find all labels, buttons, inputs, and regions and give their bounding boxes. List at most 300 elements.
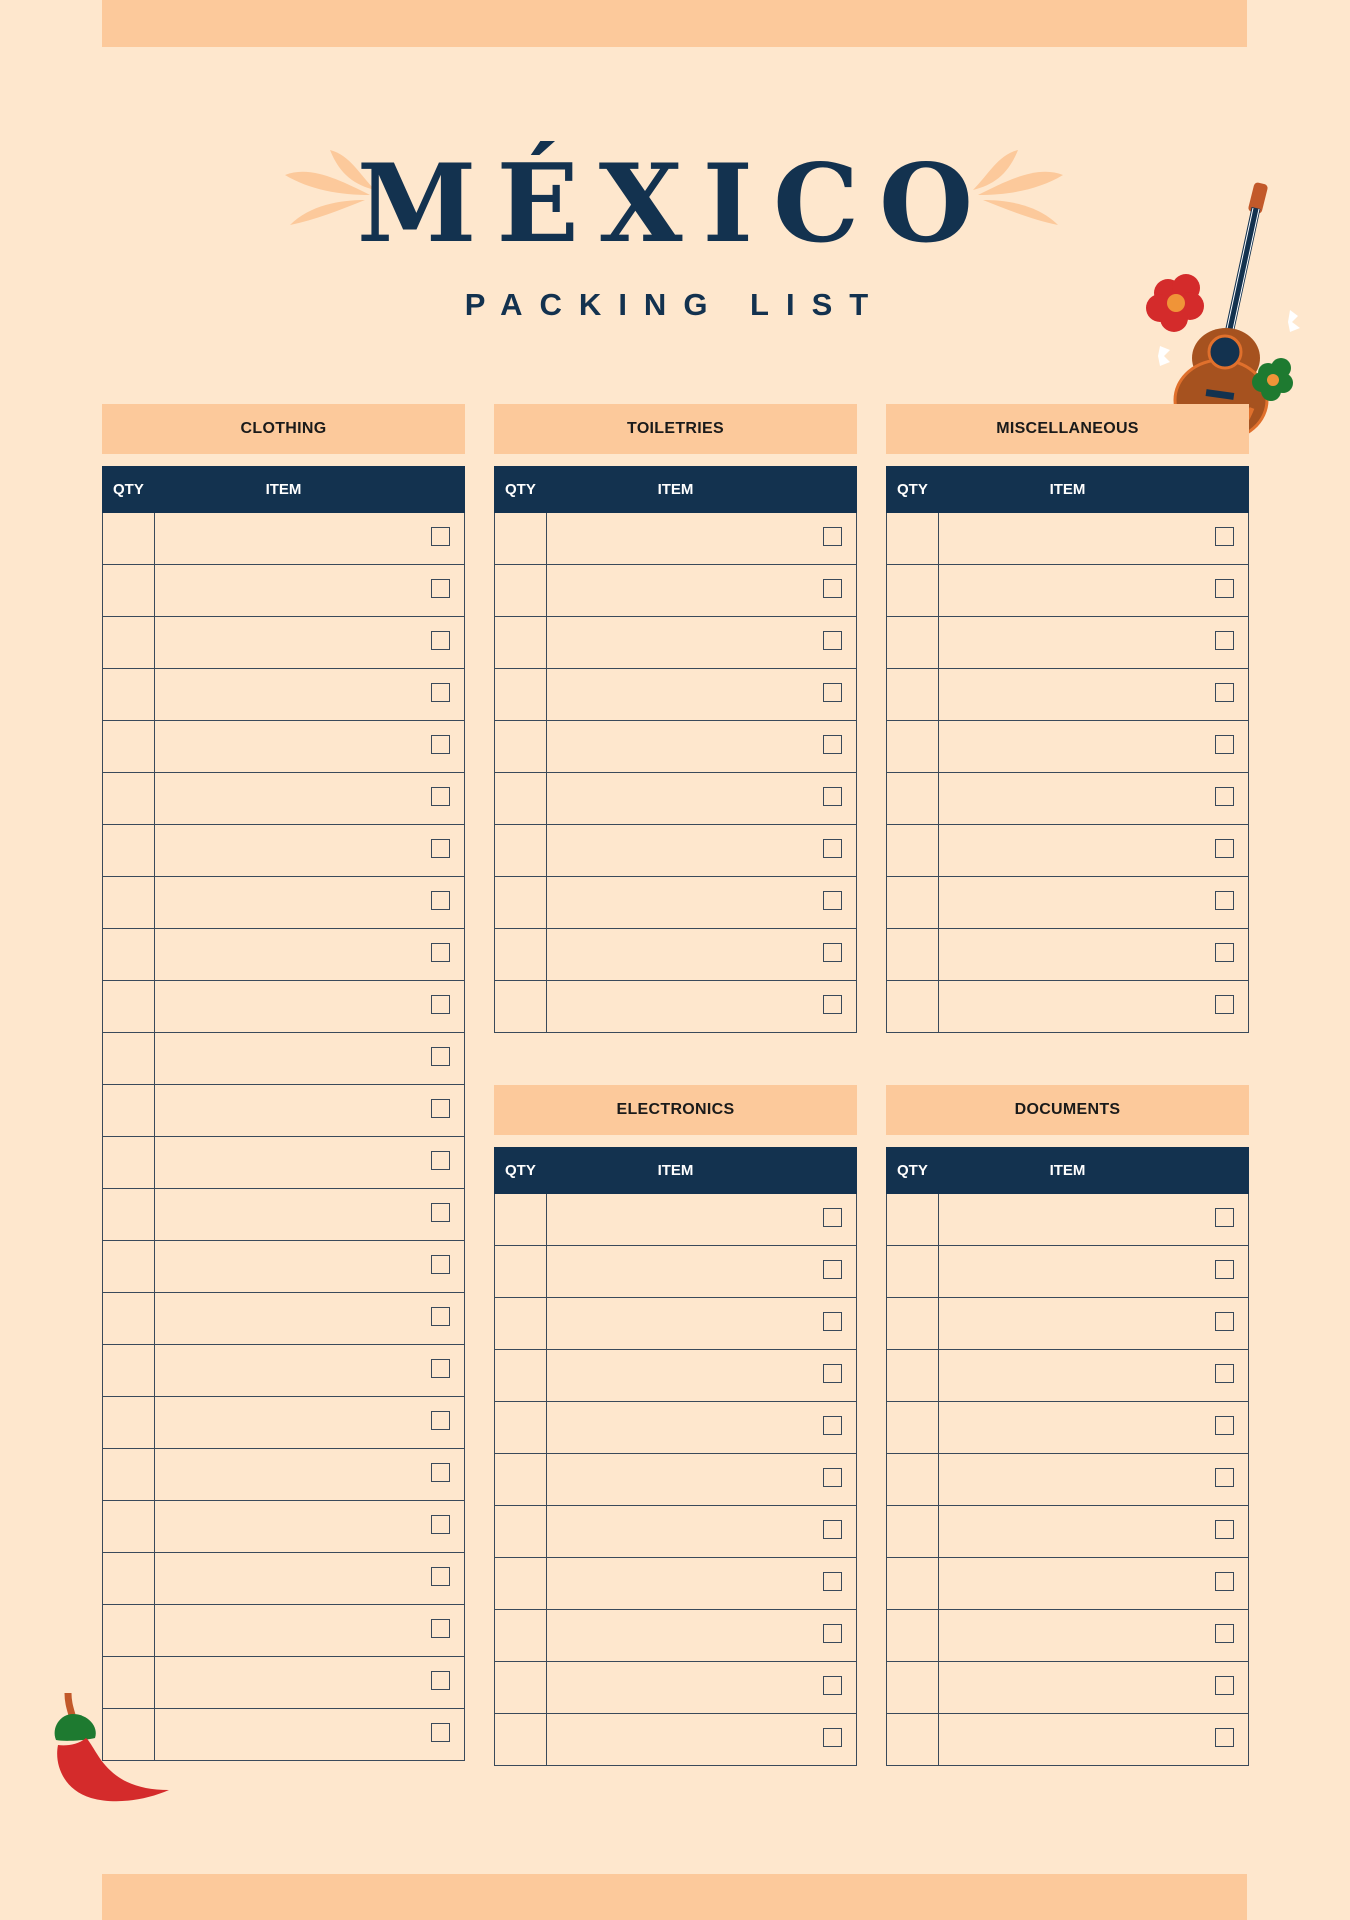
column-header (886, 466, 1249, 513)
item-cell[interactable] (547, 1350, 856, 1401)
qty-cell[interactable] (103, 617, 155, 668)
checkbox[interactable] (1215, 1416, 1234, 1435)
qty-cell[interactable] (103, 1033, 155, 1084)
item-cell[interactable] (155, 825, 464, 876)
checkbox[interactable] (431, 1359, 450, 1378)
item-cell[interactable] (155, 929, 464, 980)
item-cell[interactable] (939, 1454, 1248, 1505)
item-column-header: ITEM (265, 481, 302, 498)
list-row (495, 1246, 856, 1298)
qty-cell[interactable] (887, 1610, 939, 1661)
checkbox[interactable] (431, 1619, 450, 1638)
list-row (495, 721, 856, 773)
guitar-icon (1128, 178, 1308, 438)
item-cell[interactable] (155, 1605, 464, 1656)
qty-cell[interactable] (495, 1454, 547, 1505)
item-cell[interactable] (939, 825, 1248, 876)
item-cell[interactable] (547, 1298, 856, 1349)
qty-cell[interactable] (103, 1657, 155, 1708)
qty-cell[interactable] (887, 1298, 939, 1349)
qty-cell[interactable] (103, 669, 155, 720)
item-cell[interactable] (155, 1553, 464, 1604)
checkbox[interactable] (823, 1364, 842, 1383)
list-row (103, 1553, 464, 1605)
section-documents (886, 1085, 1249, 1766)
item-cell[interactable] (155, 1501, 464, 1552)
item-cell[interactable] (939, 929, 1248, 980)
item-cell[interactable] (547, 1558, 856, 1609)
item-column-header: ITEM (1049, 481, 1086, 498)
item-cell[interactable] (939, 1298, 1248, 1349)
checkbox[interactable] (1215, 1624, 1234, 1643)
bottom-band (102, 1874, 1247, 1920)
item-cell[interactable] (155, 1293, 464, 1344)
list-row (887, 1610, 1248, 1662)
qty-cell[interactable] (495, 1298, 547, 1349)
item-cell[interactable] (155, 1085, 464, 1136)
checkbox[interactable] (1215, 1208, 1234, 1227)
list-row (887, 1506, 1248, 1558)
list-row (887, 617, 1248, 669)
checkbox[interactable] (431, 943, 450, 962)
item-cell[interactable] (939, 669, 1248, 720)
qty-cell[interactable] (887, 773, 939, 824)
qty-cell[interactable] (887, 1246, 939, 1297)
checkbox[interactable] (823, 735, 842, 754)
qty-cell[interactable] (887, 877, 939, 928)
list-row (103, 929, 464, 981)
checkbox[interactable] (1215, 579, 1234, 598)
qty-cell[interactable] (887, 825, 939, 876)
checkbox[interactable] (823, 631, 842, 650)
item-cell[interactable] (939, 981, 1248, 1032)
checkbox[interactable] (431, 787, 450, 806)
item-cell[interactable] (155, 1137, 464, 1188)
item-cell[interactable] (155, 981, 464, 1032)
checkbox[interactable] (823, 1728, 842, 1747)
item-cell[interactable] (155, 513, 464, 564)
qty-cell[interactable] (887, 981, 939, 1032)
list-row (495, 1558, 856, 1610)
qty-cell[interactable] (495, 513, 547, 564)
checkbox[interactable] (1215, 891, 1234, 910)
list-row (495, 1350, 856, 1402)
item-cell[interactable] (939, 565, 1248, 616)
checkbox[interactable] (1215, 995, 1234, 1014)
checkbox[interactable] (1215, 1312, 1234, 1331)
item-list (886, 1194, 1249, 1766)
list-row (495, 1610, 856, 1662)
item-cell[interactable] (547, 1194, 856, 1245)
list-row (103, 1189, 464, 1241)
item-cell[interactable] (155, 617, 464, 668)
item-cell[interactable] (155, 669, 464, 720)
list-row (103, 1345, 464, 1397)
list-row (887, 1402, 1248, 1454)
item-cell[interactable] (939, 1610, 1248, 1661)
checkbox[interactable] (431, 1255, 450, 1274)
list-row (103, 1033, 464, 1085)
checkbox[interactable] (431, 1411, 450, 1430)
item-cell[interactable] (155, 1449, 464, 1500)
list-row (495, 981, 856, 1033)
qty-cell[interactable] (103, 1345, 155, 1396)
qty-cell[interactable] (495, 721, 547, 772)
list-row (103, 669, 464, 721)
qty-cell[interactable] (495, 1558, 547, 1609)
qty-cell[interactable] (495, 1610, 547, 1661)
list-row (495, 1506, 856, 1558)
checkbox[interactable] (823, 1676, 842, 1695)
list-row (495, 1714, 856, 1766)
qty-cell[interactable] (103, 877, 155, 928)
qty-cell[interactable] (103, 981, 155, 1032)
list-row (495, 1662, 856, 1714)
section-title: ELECTRONICS (494, 1085, 857, 1135)
qty-cell[interactable] (887, 1662, 939, 1713)
item-cell[interactable] (547, 981, 856, 1032)
item-cell[interactable] (155, 1709, 464, 1760)
qty-cell[interactable] (495, 1662, 547, 1713)
qty-cell[interactable] (887, 1558, 939, 1609)
qty-cell[interactable] (887, 565, 939, 616)
top-band (102, 0, 1247, 47)
list-row (887, 565, 1248, 617)
checkbox[interactable] (1215, 1520, 1234, 1539)
checkbox[interactable] (431, 631, 450, 650)
list-row (495, 825, 856, 877)
qty-cell[interactable] (495, 617, 547, 668)
checkbox[interactable] (1215, 735, 1234, 754)
list-row (495, 565, 856, 617)
checkbox[interactable] (431, 1567, 450, 1586)
qty-cell[interactable] (887, 1402, 939, 1453)
checkbox[interactable] (431, 1151, 450, 1170)
checkbox[interactable] (1215, 787, 1234, 806)
page-title: MÉXICO (356, 141, 994, 267)
checkbox[interactable] (823, 527, 842, 546)
item-cell[interactable] (547, 1610, 856, 1661)
list-row (103, 513, 464, 565)
qty-column-header: QTY (113, 481, 144, 498)
list-row (103, 825, 464, 877)
checkbox[interactable] (1215, 1572, 1234, 1591)
list-row (887, 669, 1248, 721)
checkbox[interactable] (431, 579, 450, 598)
section-title: DOCUMENTS (886, 1085, 1249, 1135)
qty-cell[interactable] (887, 1506, 939, 1557)
checkbox[interactable] (431, 683, 450, 702)
qty-cell[interactable] (495, 1402, 547, 1453)
item-cell[interactable] (547, 1246, 856, 1297)
list-row (103, 1397, 464, 1449)
checkbox[interactable] (1215, 1364, 1234, 1383)
qty-cell[interactable] (887, 1350, 939, 1401)
qty-cell[interactable] (495, 1246, 547, 1297)
item-cell[interactable] (939, 1506, 1248, 1557)
checkbox[interactable] (431, 1307, 450, 1326)
item-cell[interactable] (155, 1345, 464, 1396)
list-row (495, 617, 856, 669)
checkbox[interactable] (1215, 1468, 1234, 1487)
list-row (887, 1558, 1248, 1610)
item-cell[interactable] (547, 513, 856, 564)
list-row (103, 981, 464, 1033)
qty-cell[interactable] (887, 1454, 939, 1505)
checkbox[interactable] (431, 1671, 450, 1690)
item-cell[interactable] (547, 877, 856, 928)
qty-cell[interactable] (495, 1506, 547, 1557)
checkbox[interactable] (823, 891, 842, 910)
column-header (494, 1147, 857, 1194)
list-row (495, 1194, 856, 1246)
item-cell[interactable] (939, 1194, 1248, 1245)
checkbox[interactable] (1215, 1676, 1234, 1695)
checkbox[interactable] (823, 943, 842, 962)
item-cell[interactable] (155, 773, 464, 824)
list-row (495, 1454, 856, 1506)
list-row (103, 1501, 464, 1553)
qty-cell[interactable] (887, 1714, 939, 1765)
list-row (887, 825, 1248, 877)
list-row (887, 877, 1248, 929)
qty-cell[interactable] (103, 1293, 155, 1344)
list-row (495, 929, 856, 981)
checkbox[interactable] (1215, 631, 1234, 650)
item-cell[interactable] (939, 513, 1248, 564)
column-header (886, 1147, 1249, 1194)
section-title: TOILETRIES (494, 404, 857, 454)
item-cell[interactable] (939, 877, 1248, 928)
item-cell[interactable] (155, 1241, 464, 1292)
checkbox[interactable] (1215, 1260, 1234, 1279)
qty-cell[interactable] (887, 929, 939, 980)
item-cell[interactable] (547, 721, 856, 772)
list-row (887, 1662, 1248, 1714)
checkbox[interactable] (823, 839, 842, 858)
checkbox[interactable] (823, 995, 842, 1014)
list-row (103, 1241, 464, 1293)
checkbox[interactable] (431, 527, 450, 546)
qty-cell[interactable] (495, 877, 547, 928)
list-row (495, 877, 856, 929)
checkbox[interactable] (431, 1723, 450, 1742)
checkbox[interactable] (1215, 683, 1234, 702)
checkbox[interactable] (431, 1047, 450, 1066)
qty-cell[interactable] (887, 513, 939, 564)
list-row (887, 981, 1248, 1033)
qty-column-header: QTY (505, 481, 536, 498)
list-row (887, 1194, 1248, 1246)
list-row (103, 1449, 464, 1501)
qty-cell[interactable] (103, 1241, 155, 1292)
item-column-header: ITEM (657, 481, 694, 498)
list-row (103, 1657, 464, 1709)
list-row (887, 1350, 1248, 1402)
item-cell[interactable] (939, 1714, 1248, 1765)
item-cell[interactable] (547, 1714, 856, 1765)
list-row (887, 1298, 1248, 1350)
checkbox[interactable] (1215, 527, 1234, 546)
list-row (495, 773, 856, 825)
qty-cell[interactable] (887, 669, 939, 720)
item-cell[interactable] (547, 565, 856, 616)
item-list (102, 513, 465, 1761)
list-row (103, 1137, 464, 1189)
item-cell[interactable] (939, 1350, 1248, 1401)
qty-cell[interactable] (495, 669, 547, 720)
item-cell[interactable] (547, 825, 856, 876)
checkbox[interactable] (431, 735, 450, 754)
checkbox[interactable] (823, 1416, 842, 1435)
list-row (103, 1709, 464, 1761)
checkbox[interactable] (431, 995, 450, 1014)
checkbox[interactable] (431, 891, 450, 910)
section-title: MISCELLANEOUS (886, 404, 1249, 454)
item-column-header: ITEM (1049, 1162, 1086, 1179)
item-cell[interactable] (547, 1506, 856, 1557)
qty-cell[interactable] (103, 513, 155, 564)
checkbox[interactable] (431, 1515, 450, 1534)
list-row (887, 773, 1248, 825)
qty-cell[interactable] (103, 1553, 155, 1604)
qty-cell[interactable] (495, 929, 547, 980)
checkbox[interactable] (823, 1208, 842, 1227)
checkbox[interactable] (823, 787, 842, 806)
qty-cell[interactable] (495, 981, 547, 1032)
checkbox[interactable] (823, 683, 842, 702)
column-header (102, 466, 465, 513)
qty-cell[interactable] (103, 1085, 155, 1136)
checkbox[interactable] (823, 1468, 842, 1487)
qty-cell[interactable] (103, 773, 155, 824)
checkbox[interactable] (823, 1260, 842, 1279)
qty-cell[interactable] (887, 1194, 939, 1245)
qty-cell[interactable] (495, 1194, 547, 1245)
checkbox[interactable] (823, 1572, 842, 1591)
item-cell[interactable] (939, 1662, 1248, 1713)
qty-column-header: QTY (897, 481, 928, 498)
item-cell[interactable] (155, 1657, 464, 1708)
item-list (886, 513, 1249, 1033)
checkbox[interactable] (431, 839, 450, 858)
item-cell[interactable] (155, 721, 464, 772)
list-row (495, 1298, 856, 1350)
item-list (494, 513, 857, 1033)
list-row (103, 617, 464, 669)
item-cell[interactable] (547, 1662, 856, 1713)
item-cell[interactable] (155, 1189, 464, 1240)
list-row (103, 1605, 464, 1657)
list-row (103, 721, 464, 773)
list-row (495, 513, 856, 565)
column-header (494, 466, 857, 513)
item-cell[interactable] (547, 669, 856, 720)
qty-cell[interactable] (103, 1605, 155, 1656)
list-row (887, 929, 1248, 981)
section-clothing (102, 404, 465, 1761)
item-cell[interactable] (939, 773, 1248, 824)
list-row (103, 1085, 464, 1137)
qty-cell[interactable] (103, 1137, 155, 1188)
qty-cell[interactable] (103, 929, 155, 980)
checkbox[interactable] (823, 579, 842, 598)
section-miscellaneous (886, 404, 1249, 1033)
qty-cell[interactable] (103, 1501, 155, 1552)
list-row (103, 1293, 464, 1345)
list-row (103, 565, 464, 617)
item-cell[interactable] (939, 1558, 1248, 1609)
list-row (887, 721, 1248, 773)
qty-cell[interactable] (495, 773, 547, 824)
page-subtitle: PACKING LIST (464, 287, 886, 322)
checkbox[interactable] (1215, 1728, 1234, 1747)
checkbox[interactable] (823, 1624, 842, 1643)
item-cell[interactable] (155, 877, 464, 928)
qty-cell[interactable] (495, 1350, 547, 1401)
qty-cell[interactable] (103, 721, 155, 772)
list-row (495, 1402, 856, 1454)
qty-cell[interactable] (495, 565, 547, 616)
item-cell[interactable] (939, 1402, 1248, 1453)
item-cell[interactable] (155, 565, 464, 616)
qty-cell[interactable] (495, 825, 547, 876)
list-row (887, 1714, 1248, 1766)
checkbox[interactable] (823, 1520, 842, 1539)
item-cell[interactable] (547, 1402, 856, 1453)
section-toiletries (494, 404, 857, 1033)
section-electronics (494, 1085, 857, 1766)
item-list (494, 1194, 857, 1766)
list-row (495, 669, 856, 721)
qty-cell[interactable] (103, 565, 155, 616)
section-title: CLOTHING (102, 404, 465, 454)
checkbox[interactable] (823, 1312, 842, 1331)
item-cell[interactable] (547, 1454, 856, 1505)
qty-column-header: QTY (505, 1162, 536, 1179)
list-row (103, 773, 464, 825)
item-column-header: ITEM (657, 1162, 694, 1179)
qty-cell[interactable] (887, 721, 939, 772)
checkbox[interactable] (1215, 839, 1234, 858)
qty-cell[interactable] (103, 1709, 155, 1760)
list-row (887, 513, 1248, 565)
qty-cell[interactable] (103, 825, 155, 876)
qty-column-header: QTY (897, 1162, 928, 1179)
list-row (887, 1246, 1248, 1298)
item-cell[interactable] (547, 773, 856, 824)
qty-cell[interactable] (495, 1714, 547, 1765)
qty-cell[interactable] (887, 617, 939, 668)
flower-icon (1146, 274, 1204, 332)
item-cell[interactable] (547, 617, 856, 668)
list-row (887, 1454, 1248, 1506)
item-cell[interactable] (547, 929, 856, 980)
checkbox[interactable] (1215, 943, 1234, 962)
qty-cell[interactable] (103, 1397, 155, 1448)
checkbox[interactable] (431, 1099, 450, 1118)
list-row (103, 877, 464, 929)
checkbox[interactable] (431, 1203, 450, 1222)
item-cell[interactable] (939, 1246, 1248, 1297)
item-cell[interactable] (155, 1033, 464, 1084)
checkbox[interactable] (431, 1463, 450, 1482)
qty-cell[interactable] (103, 1189, 155, 1240)
item-cell[interactable] (939, 617, 1248, 668)
qty-cell[interactable] (103, 1449, 155, 1500)
item-cell[interactable] (939, 721, 1248, 772)
item-cell[interactable] (155, 1397, 464, 1448)
